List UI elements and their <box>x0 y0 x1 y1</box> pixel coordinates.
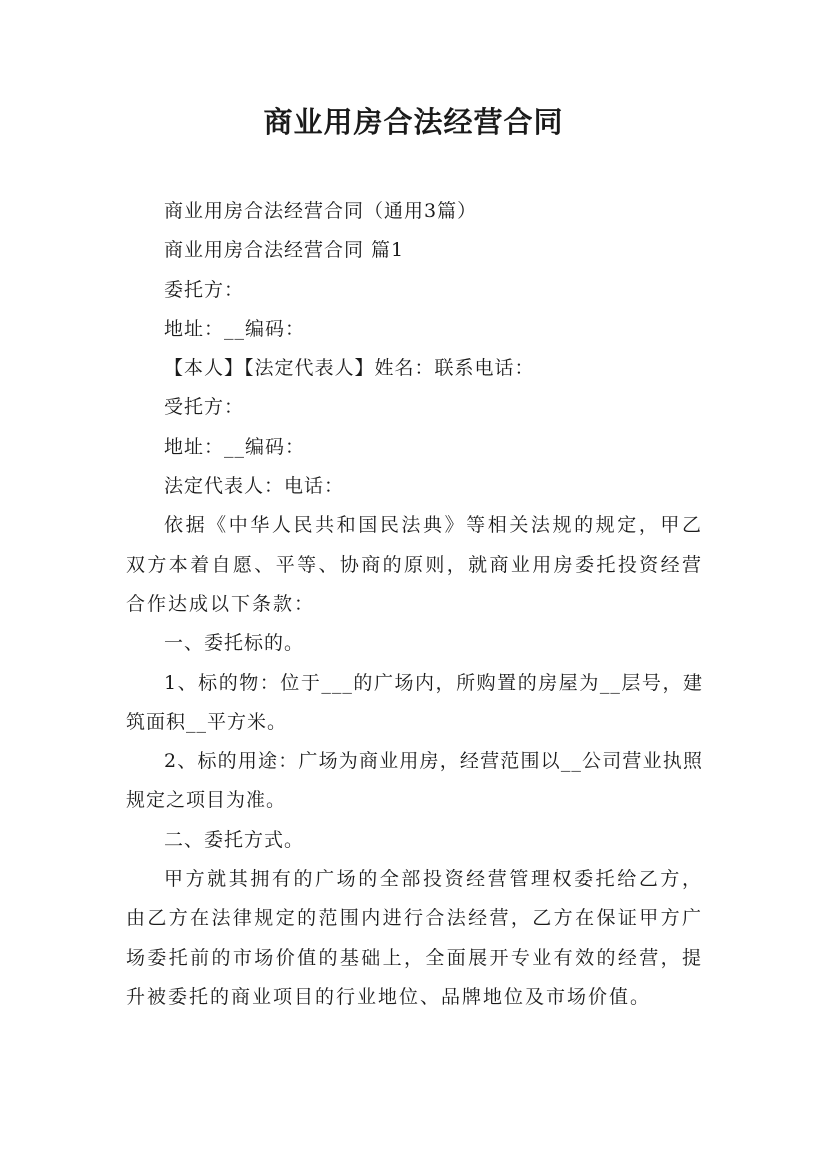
paragraph-clause-1-item-1: 1、标的物：位于___的广场内，所购置的房屋为__层号，建筑面积__平方米。 <box>126 671 703 733</box>
paragraph-section-heading: 商业用房合法经营合同 篇1 <box>164 239 405 262</box>
paragraph-clause-1-item-2: 2、标的用途：广场为商业用房，经营范围以__公司营业执照规定之项目为准。 <box>126 750 703 812</box>
paragraph-clause-1-heading: 一、委托标的。 <box>164 632 305 655</box>
document-title: 商业用房合法经营合同 <box>263 105 564 139</box>
paragraph-clause-2-body: 甲方就其拥有的广场的全部投资经营管理权委托给乙方，由乙方在法律规定的范围内进行合法经营，乙方在保证甲方广场委托前的市场价值的基础上，全面展开专业有效的经营，提升被委托的商业项目的行业地位、品牌地位及市场价值。 <box>126 868 703 1008</box>
paragraph-basis: 依据《中华人民共和国民法典》等相关法规的规定，甲乙双方本着自愿、平等、协商的原则，就商业用房委托投资经营合作达成以下条款： <box>126 514 703 615</box>
paragraph-principal: 委托方： <box>164 278 245 301</box>
paragraph-principal-representative: 【本人】【法定代表人】姓名：联系电话： <box>164 357 535 380</box>
paragraph-agent: 受托方： <box>164 396 245 419</box>
paragraph-clause-2-heading: 二、委托方式。 <box>164 828 305 851</box>
paragraph-principal-address: 地址：__编码： <box>164 317 306 340</box>
document-body <box>126 192 703 1017</box>
paragraph-agent-address: 地址：__编码： <box>164 435 306 458</box>
paragraph-subtitle: 商业用房合法经营合同（通用3篇） <box>164 200 478 222</box>
paragraph-agent-representative: 法定代表人：电话： <box>164 475 345 498</box>
